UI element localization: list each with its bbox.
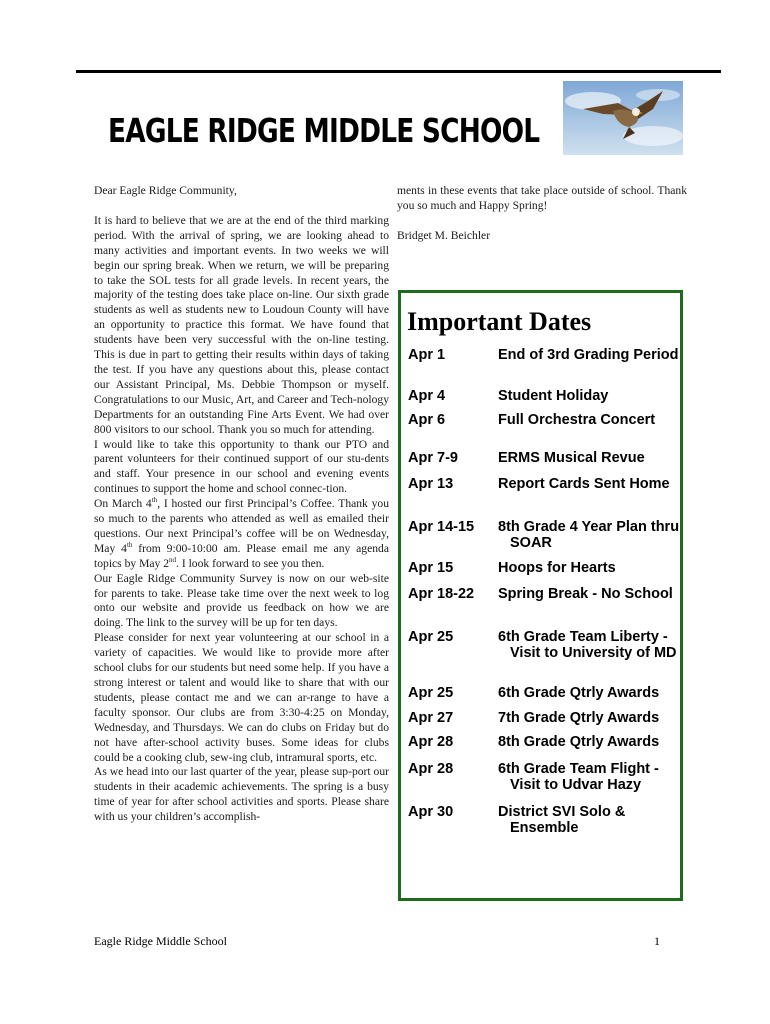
footer-school-name: Eagle Ridge Middle School bbox=[94, 934, 227, 948]
letter-salutation: Dear Eagle Ridge Community, bbox=[94, 184, 237, 197]
top-rule bbox=[76, 70, 721, 73]
event-label: Hoops for Hearts bbox=[498, 560, 616, 576]
event-label: Student Holiday bbox=[498, 388, 609, 404]
eagle-logo-image bbox=[563, 81, 683, 155]
event-label: ERMS Musical Revue bbox=[498, 450, 645, 466]
letter-paragraph-testing: It is hard to believe that we are at the end of the third marking period. With the arrival of spring, we are looking ahead to many activities and important events. In two weeks we will begin our spring break. When we return, we will be preparing to take the SOL tests for all grade levels. In recent years, the majority of the testing does take place on-line. Our sixth grade students as well as students new to Loudoun County will have an opportunity to practice this format. We have found that students have been very successful with the on-line testing. This is due in part to getting their results within days of taking the test. If you have any questions about this, please contact our Assistant Principal, Ms. Debbie Thompson or myself. Congratulations to our Music, Art, and Career and Tech-nology Departments for an outstanding Fine Arts Event. We had over 800 visitors to our school. Thank you so much for attending. bbox=[94, 213, 389, 436]
date-label: Apr 27 bbox=[408, 710, 454, 726]
date-label: Apr 18-22 bbox=[408, 586, 475, 602]
letter-continued: ments in these events that take place outside of school. Thank you so much and Happy Spring! bbox=[397, 184, 687, 212]
letter-paragraph-volunteer: Please consider for next year volunteering at our school in a variety of capacities. We would like to provide more after school clubs for our students but need some help. If you have a strong interest or talent and would like to share that with our students, please contact me and we can ar-range to have a faculty sponsor. Our clubs are from 3:30-4:25 on Monday, Wednesday, and Thursdays. We can do clubs on Friday but do not have after-school activity buses. Some ideas for clubs could be a cooking club, sew-ing club, intramural sports, etc. bbox=[94, 631, 389, 764]
event-label: End of 3rd Grading Period bbox=[498, 347, 679, 363]
letter-signature: Bridget M. Beichler bbox=[397, 228, 491, 242]
date-label: Apr 7-9 bbox=[408, 450, 458, 466]
event-label: 6th Grade Team Flight - Visit to Udvar Hazy bbox=[498, 761, 659, 793]
event-label: 8th Grade Qtrly Awards bbox=[498, 734, 660, 750]
letter-paragraph-survey: Our Eagle Ridge Community Survey is now on our web-site for parents to take. Please take time over the next week to log onto our website and provide us feedback on how we are doing. The link to the survey will be up for ten days. bbox=[94, 571, 389, 630]
date-label: Apr 4 bbox=[408, 388, 446, 404]
letter-left-column bbox=[94, 184, 389, 825]
event-label: District SVI Solo & Ensemble bbox=[498, 804, 626, 836]
date-label: Apr 6 bbox=[408, 412, 446, 428]
letter-paragraph-last-quarter: As we head into our last quarter of the year, please sup-port our students in their academic achievements. The spring is a busy time of year for after school activities and sports. Please share with us your children’s accomplish- bbox=[94, 765, 389, 824]
event-label: Full Orchestra Concert bbox=[498, 412, 656, 428]
page-number: 1 bbox=[654, 934, 660, 948]
date-label: Apr 25 bbox=[408, 629, 454, 645]
event-label: 6th Grade Team Liberty - Visit to University of MD bbox=[498, 629, 677, 661]
date-label: Apr 1 bbox=[408, 347, 446, 363]
date-label: Apr 28 bbox=[408, 734, 454, 750]
date-label: Apr 25 bbox=[408, 685, 454, 701]
event-label: Spring Break - No School bbox=[498, 586, 673, 602]
school-title: EAGLE RIDGE MIDDLE SCHOOL bbox=[108, 111, 540, 150]
letter-paragraph-thanks: I would like to take this opportunity to thank our PTO and parent volunteers for their continued support of our stu-dents and staff. Your presence in our school and evening events continues to support the home and school connec-tion. bbox=[94, 437, 389, 496]
letter-paragraph-coffee: On March 4th, I hosted our first Principal’s Coffee. Thank you so much to the parents who attended as well as emailed their questions. Our next Principal’s coffee will be on Wednesday, May 4th from 9:00-10:00 am. Please email me any agenda topics by May 2nd. I look forward to see you then. bbox=[94, 496, 389, 570]
date-label: Apr 15 bbox=[408, 560, 454, 576]
event-label: 8th Grade 4 Year Plan thru SOAR bbox=[498, 519, 680, 551]
date-label: Apr 13 bbox=[408, 476, 454, 492]
date-label: Apr 30 bbox=[408, 804, 454, 820]
event-label: Report Cards Sent Home bbox=[498, 476, 670, 492]
event-label: 6th Grade Qtrly Awards bbox=[498, 685, 660, 701]
event-label: 7th Grade Qtrly Awards bbox=[498, 710, 660, 726]
important-dates-title: Important Dates bbox=[407, 307, 592, 336]
date-label: Apr 14-15 bbox=[408, 519, 475, 535]
letter-right-column bbox=[397, 184, 687, 244]
date-label: Apr 28 bbox=[408, 761, 454, 777]
